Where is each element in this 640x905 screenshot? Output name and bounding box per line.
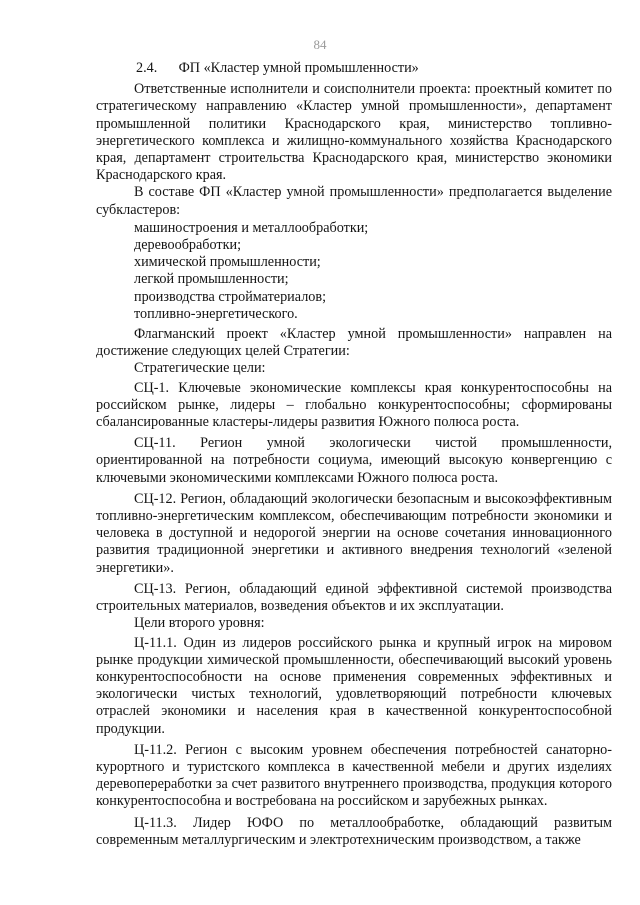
goal-sc-13: СЦ-13. Регион, обладающий единой эффективной системой производства строительных материалов, возведения объектов и их эксплуатации. <box>96 580 612 615</box>
list-item: химической промышленности; <box>134 254 321 271</box>
strategic-goals-label: Стратегические цели: <box>134 360 266 377</box>
section-heading <box>136 60 612 77</box>
list-item: топливно-энергетического. <box>134 305 298 322</box>
section-title: ФП «Кластер умной промышленности» <box>178 60 419 76</box>
section-number: 2.4. <box>136 60 158 76</box>
goal-sc-11: СЦ-11. Регион умной экологически чистой промышленности, ориентированной на потребности социума, имеющий высокую конвергенцию с ключевыми экономическими комплексами Южного полюса роста. <box>96 435 612 486</box>
subclusters-intro: В составе ФП «Кластер умной промышленности» предполагается выделение субкластеров: <box>96 184 612 218</box>
list-item: деревообработки; <box>134 237 242 254</box>
list-item: производства стройматериалов; <box>134 288 327 305</box>
goal-sc-1: СЦ-1. Ключевые экономические комплексы края конкурентоспособны на российском рынке, лидеры – глобально конкурентоспособны; сформированы сбалансированные кластеры-лидеры развития Южного полюса роста. <box>96 379 612 431</box>
page-number: 84 <box>313 37 327 52</box>
page-content <box>96 60 612 849</box>
list-item: машиностроения и металлообработки; <box>134 219 369 236</box>
flagship-paragraph: Флагманский проект «Кластер умной промышленности» направлен на достижение следующих целей Стратегии: <box>96 326 612 360</box>
goal-sc-12: СЦ-12. Регион, обладающий экологически безопасным и высокоэффективным топливно-энергетическим комплексом, обеспечивающим потребности экономики и человека в доступной и недорогой энергии на основе сочетания инновационного развития традиционной энергетики и активного внедрения технологий «зеленой энергетики». <box>96 490 612 576</box>
subclusters-list <box>96 220 612 323</box>
second-level-label: Цели второго уровня: <box>134 615 265 632</box>
responsible-paragraph: Ответственные исполнители и соисполнители проекта: проектный комитет по стратегическому направлению «Кластер умной промышленности», департамент промышленной политики Краснодарского края, министерство топливно-энергетического комплекса и жилищно-коммунального хозяйства Краснодарского края, департамент строительства Краснодарского края, министерство экономики Краснодарского края. <box>96 81 612 184</box>
goal-c-11-2: Ц-11.2. Регион с высоким уровнем обеспечения потребностей санаторно-курортного и туристского комплекса в качественной мебели и других изделиях деревопереработки за счет развитого внутреннего производства, продукция которого конкурентоспособна и востребована на российском и зарубежных рынках. <box>96 741 612 810</box>
goal-c-11-1: Ц-11.1. Один из лидеров российского рынка и крупный игрок на мировом рынке продукции химической промышленности, обеспечивающий высокий уровень конкурентоспособности на основе применения современных эффективных и экологически чистых технологий, удовлетворяющий потребности ключевых отраслей экономики и населения края в качественной конкурентоспособной продукции. <box>96 634 612 737</box>
list-item: легкой промышленности; <box>134 271 289 288</box>
goal-c-11-3: Ц-11.3. Лидер ЮФО по металлообработке, обладающий развитым современным металлургическим и электротехническим производством, а также <box>96 814 612 848</box>
